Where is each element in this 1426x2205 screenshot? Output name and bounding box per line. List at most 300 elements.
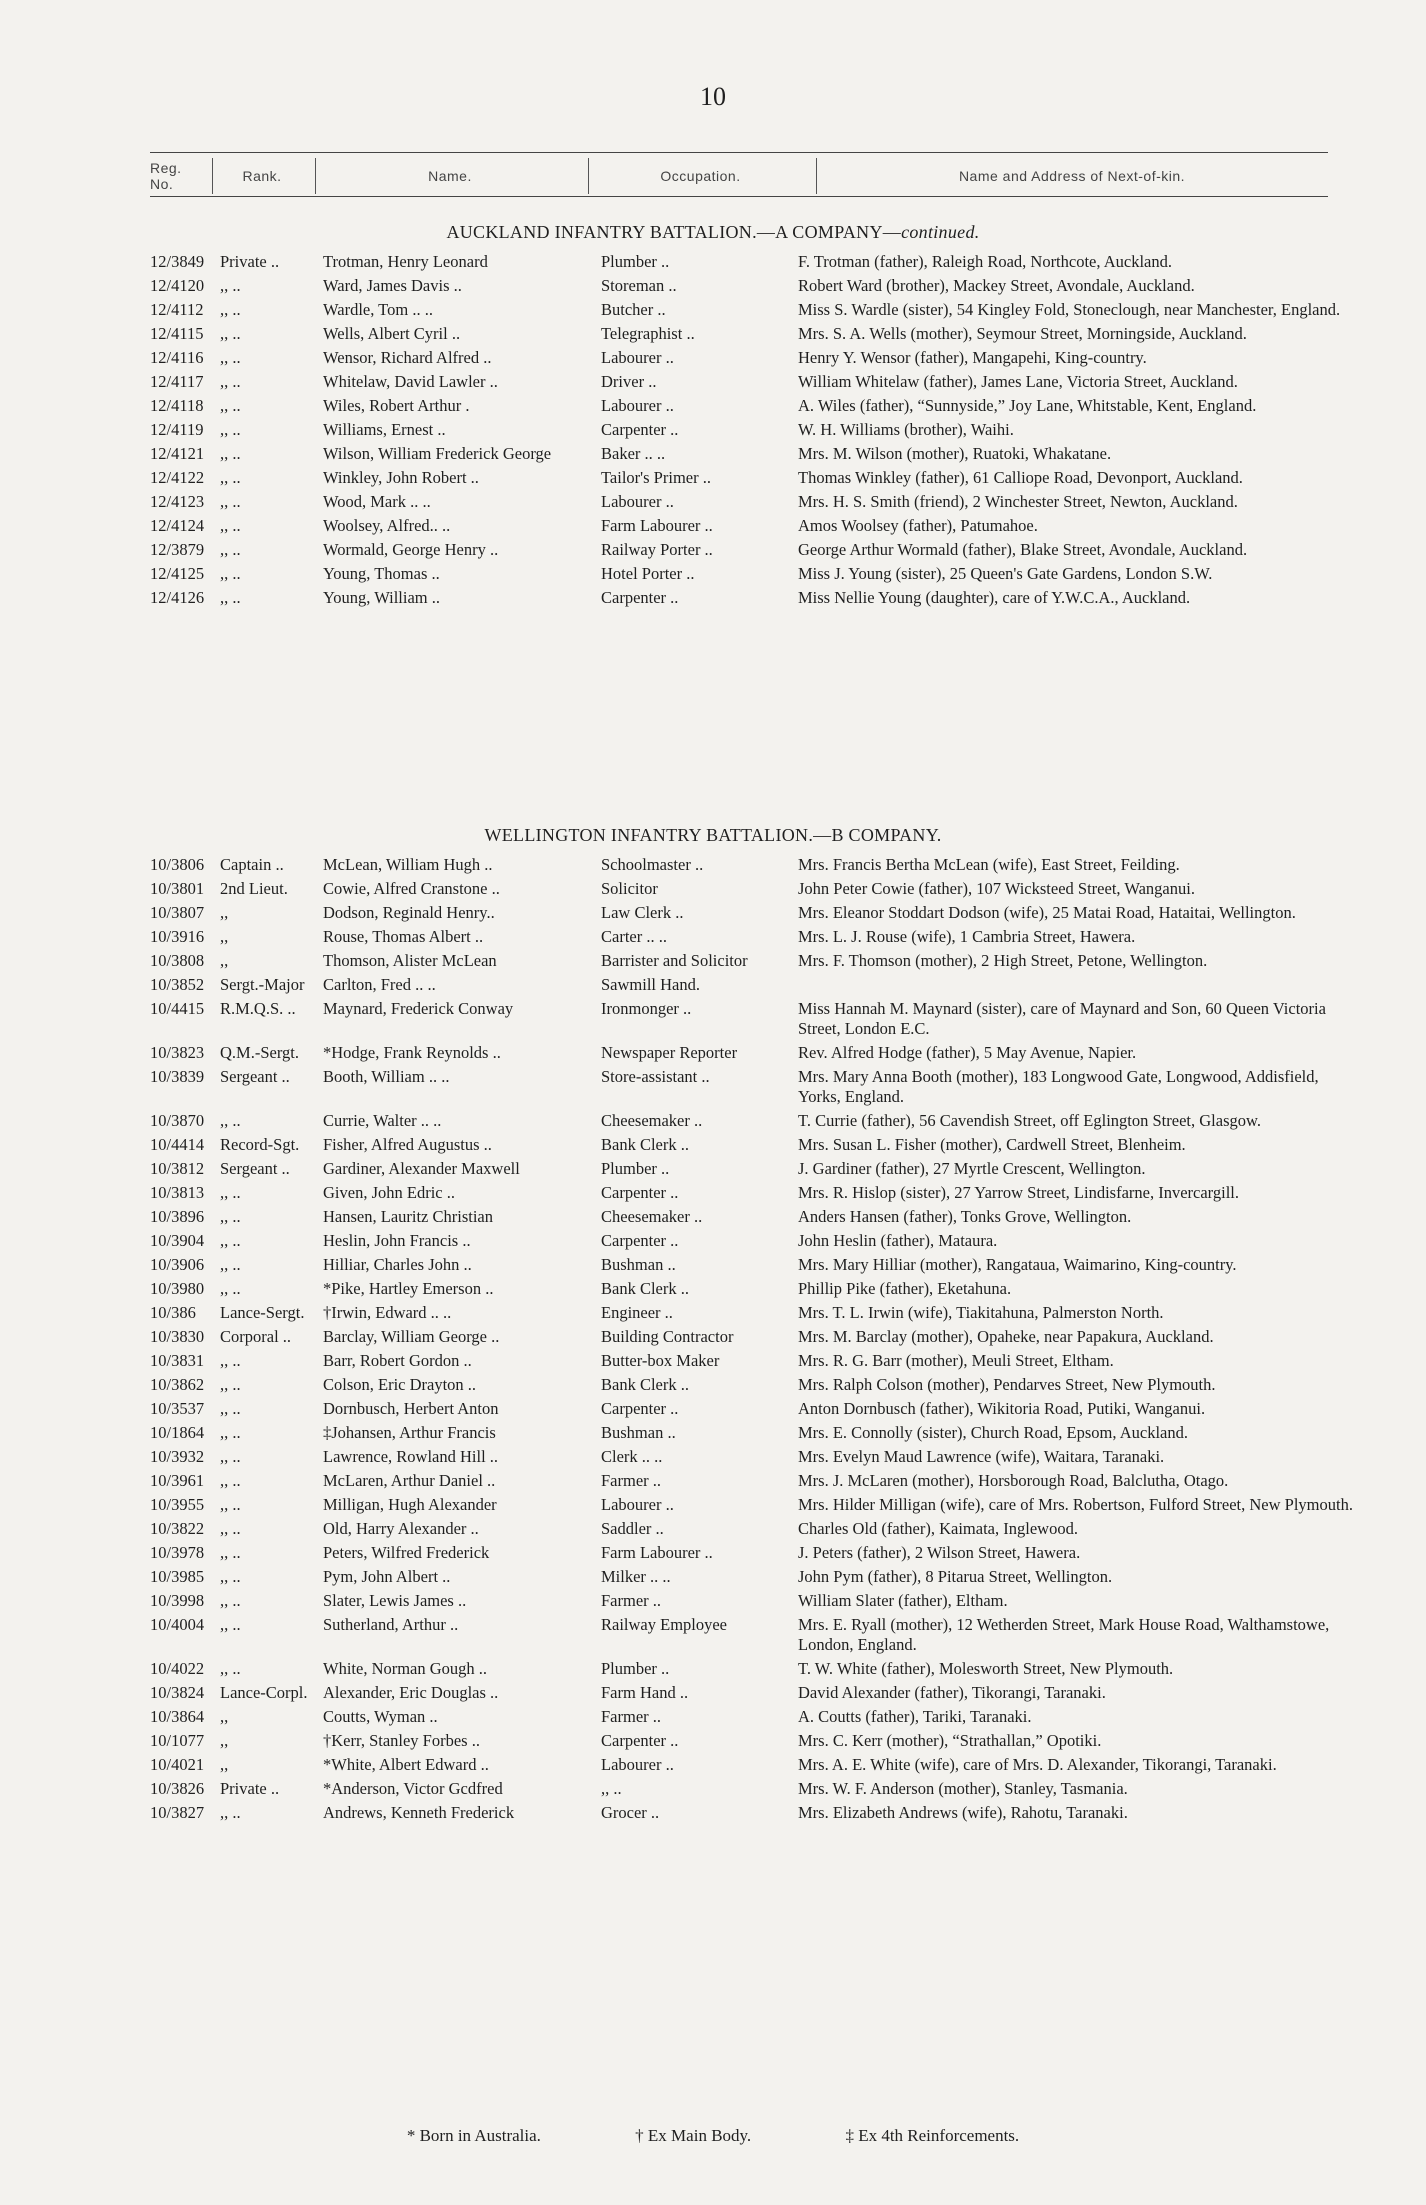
next-of-kin-cell: Mrs. T. L. Irwin (wife), Tiakitahuna, Palmerston North. <box>798 1303 1164 1322</box>
name-cell: Thomson, Alister McLean <box>323 951 497 970</box>
rank-cell: ,, .. <box>220 564 241 583</box>
rank-cell: ,, .. <box>220 1659 241 1678</box>
name-cell: Milligan, Hugh Alexander <box>323 1495 497 1514</box>
occupation-cell: Milker .. .. <box>601 1567 671 1586</box>
name-cell: Barr, Robert Gordon .. <box>323 1351 472 1370</box>
name-cell: Trotman, Henry Leonard <box>323 252 488 271</box>
name-cell: Wilson, William Frederick George <box>323 444 552 463</box>
rank-cell: Q.M.-Sergt. <box>220 1043 299 1062</box>
rank-cell: Sergeant .. <box>220 1067 290 1086</box>
rank-cell: ,, .. <box>220 492 241 511</box>
occupation-cell: Solicitor <box>601 879 658 898</box>
next-of-kin-cell: Mrs. M. Barclay (mother), Opaheke, near Papakura, Auckland. <box>798 1327 1214 1346</box>
next-of-kin-cell: Mrs. M. Wilson (mother), Ruatoki, Whakatane. <box>798 444 1112 463</box>
occupation-cell: Tailor's Primer .. <box>601 468 711 487</box>
occupation-cell: Carpenter .. <box>601 1231 679 1250</box>
table-row <box>150 1111 1328 1131</box>
name-cell: Whitelaw, David Lawler .. <box>323 372 498 391</box>
next-of-kin-cell: Mrs. Mary Anna Booth (mother), 183 Longwood Gate, Longwood, Addisfield, Yorks, England. <box>798 1067 1319 1106</box>
table-row <box>150 855 1328 875</box>
next-of-kin-cell: Charles Old (father), Kaimata, Inglewood. <box>798 1519 1078 1538</box>
occupation-cell: Saddler .. <box>601 1519 664 1538</box>
rank-cell: ,, .. <box>220 1447 241 1466</box>
rank-cell: ,, .. <box>220 348 241 367</box>
name-cell: Dornbusch, Herbert Anton <box>323 1399 499 1418</box>
next-of-kin-cell: T. Currie (father), 56 Cavendish Street, off Eglington Street, Glasgow. <box>798 1111 1261 1130</box>
reg-no-cell: 12/4115 <box>150 324 204 343</box>
name-cell: Slater, Lewis James .. <box>323 1591 467 1610</box>
occupation-cell: Hotel Porter .. <box>601 564 695 583</box>
next-of-kin-cell: Miss J. Young (sister), 25 Queen's Gate Gardens, London S.W. <box>798 564 1213 583</box>
name-cell: Cowie, Alfred Cranstone .. <box>323 879 500 898</box>
table-row <box>150 1207 1328 1227</box>
rank-cell: ,, .. <box>220 1375 241 1394</box>
name-cell: Currie, Walter .. .. <box>323 1111 442 1130</box>
reg-no-cell: 10/3801 <box>150 879 205 898</box>
occupation-cell: Baker .. .. <box>601 444 666 463</box>
occupation-cell: Store-assistant .. <box>601 1067 710 1086</box>
name-cell: Rouse, Thomas Albert .. <box>323 927 484 946</box>
rank-cell: ,, .. <box>220 1207 241 1226</box>
occupation-cell: Ironmonger .. <box>601 999 692 1018</box>
name-cell: Fisher, Alfred Augustus .. <box>323 1135 492 1154</box>
occupation-cell: Driver .. <box>601 372 657 391</box>
table-row <box>150 276 1328 296</box>
header-top-rule <box>150 152 1328 153</box>
name-cell: Given, John Edric .. <box>323 1183 455 1202</box>
occupation-cell: Plumber .. <box>601 1659 670 1678</box>
reg-no-cell: 10/3824 <box>150 1683 205 1702</box>
table-row <box>150 1731 1328 1751</box>
table-row <box>150 1303 1328 1323</box>
table-row <box>150 324 1328 344</box>
next-of-kin-cell: Phillip Pike (father), Eketahuna. <box>798 1279 1012 1298</box>
next-of-kin-cell: John Peter Cowie (father), 107 Wicksteed Street, Wanganui. <box>798 879 1195 898</box>
table-row <box>150 999 1328 1039</box>
rank-cell: ,, .. <box>220 1351 241 1370</box>
reg-no-cell: 10/3980 <box>150 1279 205 1298</box>
next-of-kin-cell: A. Wiles (father), “Sunnyside,” Joy Lane, Whitstable, Kent, England. <box>798 396 1257 415</box>
rank-cell: ,, .. <box>220 468 241 487</box>
occupation-cell: Law Clerk .. <box>601 903 684 922</box>
reg-no-cell: 12/4118 <box>150 396 204 415</box>
next-of-kin-cell: John Heslin (father), Mataura. <box>798 1231 998 1250</box>
rank-cell: Private .. <box>220 252 280 271</box>
reg-no-cell: 10/3896 <box>150 1207 205 1226</box>
header-name: Name. <box>428 168 472 184</box>
occupation-cell: Schoolmaster .. <box>601 855 704 874</box>
table-row <box>150 1567 1328 1587</box>
next-of-kin-cell: Anton Dornbusch (father), Wikitoria Road, Putiki, Wanganui. <box>798 1399 1206 1418</box>
table-row <box>150 1375 1328 1395</box>
rank-cell: ,, .. <box>220 540 241 559</box>
header-rank: Rank. <box>242 168 282 184</box>
occupation-cell: Plumber .. <box>601 1159 670 1178</box>
reg-no-cell: 10/386 <box>150 1303 196 1322</box>
reg-no-cell: 12/4121 <box>150 444 205 463</box>
occupation-cell: Carter .. .. <box>601 927 667 946</box>
reg-no-cell: 10/3813 <box>150 1183 205 1202</box>
reg-no-cell: 10/1077 <box>150 1731 205 1750</box>
rank-cell: ,, .. <box>220 1519 241 1538</box>
occupation-cell: Grocer .. <box>601 1803 660 1822</box>
next-of-kin-cell: Mrs. C. Kerr (mother), “Strathallan,” Opotiki. <box>798 1731 1102 1750</box>
rank-cell: Record-Sgt. <box>220 1135 300 1154</box>
rank-cell: ,, .. <box>220 276 241 295</box>
reg-no-cell: 10/4415 <box>150 999 205 1018</box>
reg-no-cell: 10/3839 <box>150 1067 205 1086</box>
rank-cell: ,, .. <box>220 1279 241 1298</box>
next-of-kin-cell: Mrs. E. Ryall (mother), 12 Wetherden Street, Mark House Road, Walthamstowe, London, England. <box>798 1615 1330 1654</box>
rank-cell: ,, .. <box>220 396 241 415</box>
reg-no-cell: 10/3862 <box>150 1375 205 1394</box>
next-of-kin-cell: Miss Nellie Young (daughter), care of Y.W.C.A., Auckland. <box>798 588 1191 607</box>
wellington-roll-table <box>150 855 1353 1827</box>
next-of-kin-cell: John Pym (father), 8 Pitarua Street, Wellington. <box>798 1567 1113 1586</box>
rank-cell: Captain .. <box>220 855 284 874</box>
occupation-cell: Carpenter .. <box>601 588 679 607</box>
reg-no-cell: 12/4120 <box>150 276 205 295</box>
footnote-ex-main-body: † Ex Main Body. <box>635 2126 752 2145</box>
rank-cell: ,, .. <box>220 1111 241 1130</box>
occupation-cell: Butcher .. <box>601 300 666 319</box>
next-of-kin-cell: Mrs. F. Thomson (mother), 2 High Street, Petone, Wellington. <box>798 951 1208 970</box>
next-of-kin-cell: T. W. White (father), Molesworth Street, New Plymouth. <box>798 1659 1174 1678</box>
name-cell: ‡Johansen, Arthur Francis <box>323 1423 496 1442</box>
name-cell: *Pike, Hartley Emerson .. <box>323 1279 494 1298</box>
reg-no-cell: 10/3961 <box>150 1471 205 1490</box>
table-row <box>150 1399 1328 1419</box>
name-cell: Winkley, John Robert .. <box>323 468 479 487</box>
section-title-auckland: AUCKLAND INFANTRY BATTALION.—A COMPANY—continued. <box>446 222 980 242</box>
rank-cell: ,, <box>220 1731 229 1750</box>
rank-cell: ,, .. <box>220 444 241 463</box>
header-occupation: Occupation. <box>660 168 741 184</box>
reg-no-cell: 10/3807 <box>150 903 205 922</box>
reg-no-cell: 10/3823 <box>150 1043 205 1062</box>
rank-cell: 2nd Lieut. <box>220 879 288 898</box>
rank-cell: ,, .. <box>220 1495 241 1514</box>
table-row <box>150 1351 1328 1371</box>
occupation-cell: Farmer .. <box>601 1591 662 1610</box>
name-cell: Booth, William .. .. <box>323 1067 450 1086</box>
occupation-cell: Telegraphist .. <box>601 324 695 343</box>
name-cell: McLean, William Hugh .. <box>323 855 493 874</box>
rank-cell: Private .. <box>220 1779 280 1798</box>
occupation-cell: Railway Porter .. <box>601 540 713 559</box>
table-row <box>150 1043 1328 1063</box>
rank-cell: ,, .. <box>220 1255 241 1274</box>
table-row <box>150 1779 1328 1799</box>
name-cell: Heslin, John Francis .. <box>323 1231 471 1250</box>
table-row <box>150 951 1328 971</box>
occupation-cell: Bank Clerk .. <box>601 1279 689 1298</box>
occupation-cell: Labourer .. <box>601 1755 674 1774</box>
table-row <box>150 540 1328 560</box>
next-of-kin-cell: Mrs. Eleanor Stoddart Dodson (wife), 25 Matai Road, Hataitai, Wellington. <box>798 903 1296 922</box>
name-cell: Colson, Eric Drayton .. <box>323 1375 477 1394</box>
header-next-of-kin: Name and Address of Next-of-kin. <box>958 168 1186 184</box>
reg-no-cell: 10/4004 <box>150 1615 205 1634</box>
occupation-cell: Bank Clerk .. <box>601 1135 689 1154</box>
table-row <box>150 1159 1328 1179</box>
occupation-cell: Labourer .. <box>601 348 674 367</box>
table-row <box>150 1279 1328 1299</box>
rank-cell: ,, .. <box>220 1183 241 1202</box>
reg-no-cell: 10/3998 <box>150 1591 205 1610</box>
occupation-cell: Bank Clerk .. <box>601 1375 689 1394</box>
rank-cell: ,, .. <box>220 1615 241 1634</box>
reg-no-cell: 12/4117 <box>150 372 204 391</box>
rank-cell: ,, .. <box>220 372 241 391</box>
occupation-cell: Railway Employee <box>601 1615 728 1634</box>
table-row <box>150 1423 1328 1443</box>
occupation-cell: Farm Hand .. <box>601 1683 689 1702</box>
occupation-cell: Labourer .. <box>601 492 674 511</box>
rank-cell: ,, .. <box>220 420 241 439</box>
next-of-kin-cell: Mrs. L. J. Rouse (wife), 1 Cambria Street, Hawera. <box>798 927 1136 946</box>
rank-cell: ,, .. <box>220 1399 241 1418</box>
reg-no-cell: 12/4126 <box>150 588 205 607</box>
reg-no-cell: 12/4125 <box>150 564 205 583</box>
reg-no-cell: 12/4116 <box>150 348 204 367</box>
table-row <box>150 564 1328 584</box>
occupation-cell: Labourer .. <box>601 396 674 415</box>
next-of-kin-cell: William Slater (father), Eltham. <box>798 1591 1008 1610</box>
table-row <box>150 1183 1328 1203</box>
next-of-kin-cell: Rev. Alfred Hodge (father), 5 May Avenue, Napier. <box>798 1043 1137 1062</box>
occupation-cell: Farm Labourer .. <box>601 516 713 535</box>
rank-cell: ,, .. <box>220 1543 241 1562</box>
next-of-kin-cell: Mrs. Ralph Colson (mother), Pendarves Street, New Plymouth. <box>798 1375 1216 1394</box>
name-cell: Alexander, Eric Douglas .. <box>323 1683 499 1702</box>
rank-cell: Lance-Corpl. <box>220 1683 308 1702</box>
table-row <box>150 1255 1328 1275</box>
rank-cell: ,, .. <box>220 324 241 343</box>
rank-cell: ,, <box>220 1707 229 1726</box>
name-cell: White, Norman Gough .. <box>323 1659 488 1678</box>
next-of-kin-cell: F. Trotman (father), Raleigh Road, Northcote, Auckland. <box>798 252 1172 271</box>
reg-no-cell: 10/3822 <box>150 1519 205 1538</box>
rank-cell: ,, .. <box>220 516 241 535</box>
table-row <box>150 588 1328 608</box>
name-cell: Barclay, William George .. <box>323 1327 500 1346</box>
footnote-born-australia: * Born in Australia. <box>406 2126 541 2145</box>
rank-cell: ,, <box>220 1755 229 1774</box>
table-row <box>150 1591 1328 1611</box>
name-cell: Andrews, Kenneth Frederick <box>323 1803 515 1822</box>
occupation-cell: Carpenter .. <box>601 1183 679 1202</box>
occupation-cell: Barrister and Solicitor <box>601 951 748 970</box>
next-of-kin-cell: Robert Ward (brother), Mackey Street, Avondale, Auckland. <box>798 276 1195 295</box>
table-row <box>150 1543 1328 1563</box>
occupation-cell: Engineer .. <box>601 1303 673 1322</box>
reg-no-cell: 10/3864 <box>150 1707 205 1726</box>
reg-no-cell: 10/4021 <box>150 1755 205 1774</box>
table-row <box>150 975 1328 995</box>
table-row <box>150 1707 1328 1727</box>
name-cell: Ward, James Davis .. <box>323 276 462 295</box>
table-row <box>150 396 1328 416</box>
occupation-cell: Carpenter .. <box>601 1399 679 1418</box>
next-of-kin-cell: Mrs. R. Hislop (sister), 27 Yarrow Street, Lindisfarne, Invercargill. <box>798 1183 1239 1202</box>
occupation-cell: Farmer .. <box>601 1707 662 1726</box>
reg-no-cell: 12/4124 <box>150 516 205 535</box>
occupation-cell: Storeman .. <box>601 276 677 295</box>
reg-no-cell: 10/1864 <box>150 1423 205 1442</box>
occupation-cell: Plumber .. <box>601 252 670 271</box>
next-of-kin-cell: Mrs. W. F. Anderson (mother), Stanley, Tasmania. <box>798 1779 1128 1798</box>
occupation-cell: Sawmill Hand. <box>601 975 700 994</box>
name-cell: Carlton, Fred .. .. <box>323 975 436 994</box>
occupation-cell: Newspaper Reporter <box>601 1043 738 1062</box>
next-of-kin-cell: J. Peters (father), 2 Wilson Street, Hawera. <box>798 1543 1081 1562</box>
next-of-kin-cell: Mrs. A. E. White (wife), care of Mrs. D. Alexander, Tikorangi, Taranaki. <box>798 1755 1277 1774</box>
rank-cell: Sergeant .. <box>220 1159 290 1178</box>
name-cell: Wiles, Robert Arthur . <box>323 396 470 415</box>
name-cell: *Hodge, Frank Reynolds .. <box>323 1043 501 1062</box>
rank-cell: Lance-Sergt. <box>220 1303 305 1322</box>
table-row <box>150 1067 1328 1107</box>
next-of-kin-cell: Amos Woolsey (father), Patumahoe. <box>798 516 1038 535</box>
table-row <box>150 348 1328 368</box>
next-of-kin-cell: J. Gardiner (father), 27 Myrtle Crescent, Wellington. <box>798 1159 1146 1178</box>
next-of-kin-cell: Miss S. Wardle (sister), 54 Kingley Fold, Stoneclough, near Manchester, England. <box>798 300 1341 319</box>
name-cell: Maynard, Frederick Conway <box>323 999 514 1018</box>
rank-cell: ,, .. <box>220 1471 241 1490</box>
name-cell: Hansen, Lauritz Christian <box>323 1207 493 1226</box>
table-row <box>150 1659 1328 1679</box>
next-of-kin-cell: Mrs. Hilder Milligan (wife), care of Mrs. Robertson, Fulford Street, New Plymouth. <box>798 1495 1353 1514</box>
name-cell: Wensor, Richard Alfred .. <box>323 348 492 367</box>
rank-cell: R.M.Q.S. .. <box>220 999 296 1018</box>
occupation-cell: Cheesemaker .. <box>601 1111 703 1130</box>
rank-cell: ,, <box>220 927 229 946</box>
reg-no-cell: 12/4112 <box>150 300 204 319</box>
table-row <box>150 1495 1353 1515</box>
name-cell: Gardiner, Alexander Maxwell <box>323 1159 520 1178</box>
occupation-cell: Building Contractor <box>601 1327 734 1346</box>
occupation-cell: Carpenter .. <box>601 1731 679 1750</box>
reg-no-cell: 10/3870 <box>150 1111 205 1130</box>
auckland-roll-table <box>150 252 1341 612</box>
table-row <box>150 879 1328 899</box>
next-of-kin-cell: Mrs. Mary Hilliar (mother), Rangataua, Waimarino, King-country. <box>798 1255 1237 1274</box>
table-row <box>150 1615 1328 1655</box>
reg-no-cell: 10/4022 <box>150 1659 205 1678</box>
name-cell: Pym, John Albert .. <box>323 1567 451 1586</box>
rank-cell: ,, .. <box>220 1231 241 1250</box>
occupation-cell: Butter-box Maker <box>601 1351 720 1370</box>
rank-cell: ,, <box>220 903 229 922</box>
rank-cell: ,, .. <box>220 300 241 319</box>
reg-no-cell: 10/3978 <box>150 1543 205 1562</box>
next-of-kin-cell: W. H. Williams (brother), Waihi. <box>798 420 1014 439</box>
reg-no-cell: 10/3827 <box>150 1803 205 1822</box>
table-row <box>150 492 1328 512</box>
reg-no-cell: 10/3904 <box>150 1231 205 1250</box>
reg-no-cell: 10/3830 <box>150 1327 205 1346</box>
rank-cell: ,, .. <box>220 1567 241 1586</box>
reg-no-cell: 12/3879 <box>150 540 205 559</box>
reg-no-cell: 10/3826 <box>150 1779 205 1798</box>
table-row <box>150 1803 1328 1823</box>
rank-cell: ,, .. <box>220 1591 241 1610</box>
next-of-kin-cell: A. Coutts (father), Tariki, Taranaki. <box>798 1707 1032 1726</box>
reg-no-cell: 12/4119 <box>150 420 204 439</box>
reg-no-cell: 10/3831 <box>150 1351 205 1370</box>
next-of-kin-cell: Thomas Winkley (father), 61 Calliope Road, Devonport, Auckland. <box>798 468 1243 487</box>
next-of-kin-cell: Mrs. J. McLaren (mother), Horsborough Road, Balclutha, Otago. <box>798 1471 1229 1490</box>
table-row <box>150 1755 1328 1775</box>
table-row <box>150 516 1328 536</box>
table-row <box>150 1327 1328 1347</box>
reg-no-cell: 12/3849 <box>150 252 205 271</box>
occupation-cell: Farm Labourer .. <box>601 1543 713 1562</box>
name-cell: Lawrence, Rowland Hill .. <box>323 1447 499 1466</box>
name-cell: †Kerr, Stanley Forbes .. <box>323 1731 480 1750</box>
header-reg-no: Reg. No. <box>150 160 182 192</box>
reg-no-cell: 12/4122 <box>150 468 205 487</box>
name-cell: Old, Harry Alexander .. <box>323 1519 479 1538</box>
occupation-cell: Labourer .. <box>601 1495 674 1514</box>
table-row <box>150 372 1328 392</box>
reg-no-cell: 10/3932 <box>150 1447 205 1466</box>
reg-no-cell: 10/3852 <box>150 975 205 994</box>
next-of-kin-cell: Anders Hansen (father), Tonks Grove, Wellington. <box>798 1207 1132 1226</box>
rank-cell: ,, <box>220 951 229 970</box>
next-of-kin-cell: Mrs. Evelyn Maud Lawrence (wife), Waitara, Taranaki. <box>798 1447 1165 1466</box>
next-of-kin-cell: Mrs. S. A. Wells (mother), Seymour Street, Morningside, Auckland. <box>798 324 1247 343</box>
name-cell: *White, Albert Edward .. <box>323 1755 489 1774</box>
name-cell: Young, William .. <box>323 588 440 607</box>
name-cell: Peters, Wilfred Frederick <box>323 1543 490 1562</box>
table-row <box>150 468 1328 488</box>
occupation-cell: Clerk .. .. <box>601 1447 663 1466</box>
name-cell: *Anderson, Victor Gcdfred <box>323 1779 503 1798</box>
rank-cell: Sergt.-Major <box>220 975 305 994</box>
name-cell: Woolsey, Alfred.. .. <box>323 516 451 535</box>
next-of-kin-cell: Miss Hannah M. Maynard (sister), care of Maynard and Son, 60 Queen Victoria Street, London E.C. <box>798 999 1326 1038</box>
next-of-kin-cell: Henry Y. Wensor (father), Mangapehi, King-country. <box>798 348 1147 367</box>
next-of-kin-cell: Mrs. Susan L. Fisher (mother), Cardwell Street, Blenheim. <box>798 1135 1186 1154</box>
header-bottom-rule <box>150 196 1328 197</box>
name-cell: Hilliar, Charles John .. <box>323 1255 472 1274</box>
name-cell: Williams, Ernest .. <box>323 420 446 439</box>
name-cell: †Irwin, Edward .. .. <box>323 1303 452 1322</box>
occupation-cell: Bushman .. <box>601 1255 676 1274</box>
name-cell: McLaren, Arthur Daniel .. <box>323 1471 496 1490</box>
next-of-kin-cell: Mrs. Francis Bertha McLean (wife), East Street, Feilding. <box>798 855 1180 874</box>
next-of-kin-cell: George Arthur Wormald (father), Blake Street, Avondale, Auckland. <box>798 540 1248 559</box>
occupation-cell: Carpenter .. <box>601 420 679 439</box>
reg-no-cell: 10/3955 <box>150 1495 205 1514</box>
table-row <box>150 1231 1328 1251</box>
occupation-cell: Bushman .. <box>601 1423 676 1442</box>
table-row <box>150 444 1328 464</box>
occupation-cell: ,, .. <box>601 1779 622 1798</box>
reg-no-cell: 10/3916 <box>150 927 205 946</box>
name-cell: Coutts, Wyman .. <box>323 1707 438 1726</box>
table-row <box>150 1447 1328 1467</box>
name-cell: Wood, Mark .. .. <box>323 492 431 511</box>
occupation-cell: Cheesemaker .. <box>601 1207 703 1226</box>
footnote-ex-reinforcements: ‡ Ex 4th Reinforcements. <box>845 2126 1020 2145</box>
reg-no-cell: 10/3808 <box>150 951 205 970</box>
table-row <box>150 420 1328 440</box>
table-row <box>150 927 1328 947</box>
rank-cell: ,, .. <box>220 588 241 607</box>
